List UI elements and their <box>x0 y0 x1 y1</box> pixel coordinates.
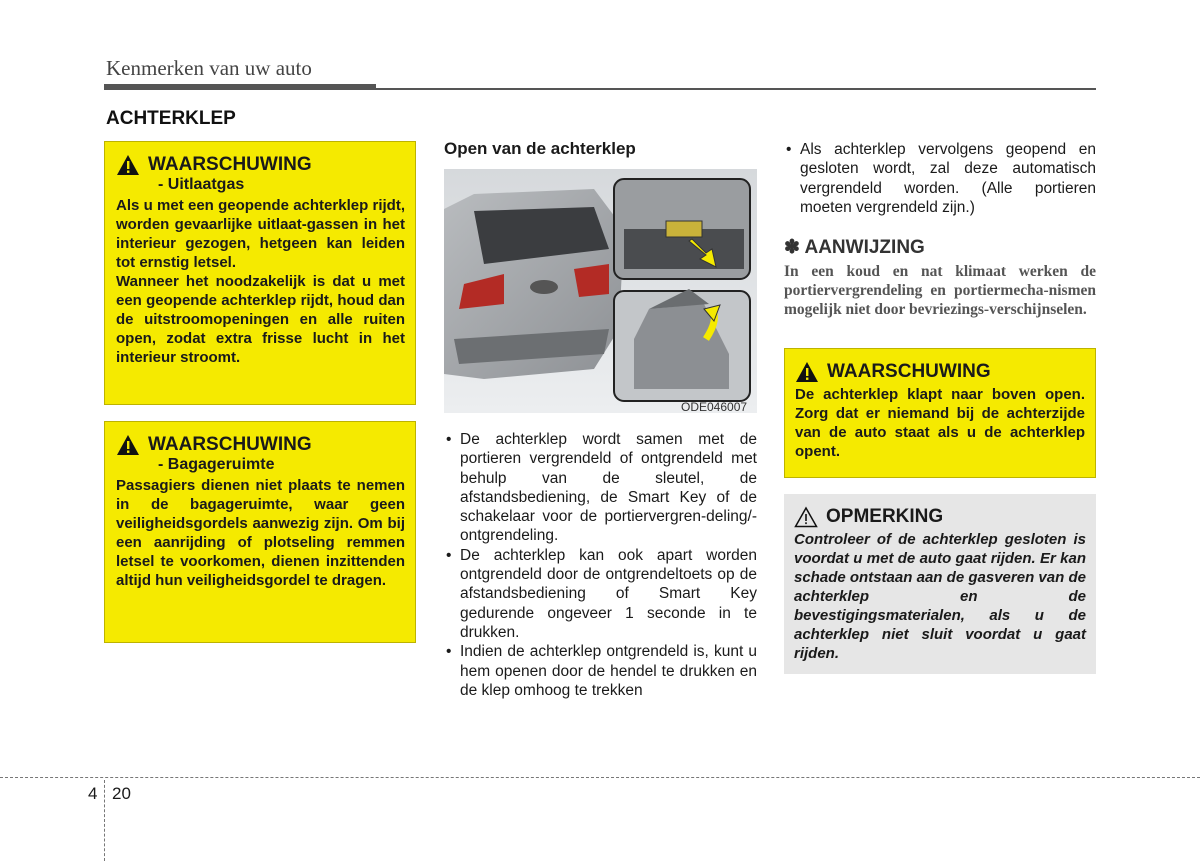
running-header: Kenmerken van uw auto <box>106 56 312 80</box>
warning-paragraph: Wanneer het noodzakelijk is dat u met een geopende achterklep rijdt, houd dan de uitstroomopeningen en alle ruiten open, zodat extra frisse lucht in het interieur stroomt. <box>116 273 405 366</box>
warning-box-exhaust <box>104 141 416 405</box>
caution-triangle-icon <box>794 506 818 528</box>
footer-divider <box>104 780 105 861</box>
warning-subtitle: - Uitlaatgas <box>158 176 245 193</box>
list-item: • Indien de achterklep ontgrendeld is, kunt u hem openen door de hendel te drukken en de klep omhoog te trekken <box>444 642 757 700</box>
page-number: 20 <box>112 784 131 803</box>
subsection-title: Open van de achterklep <box>444 139 636 158</box>
warning-triangle-icon <box>795 361 819 383</box>
warning-subtitle: - Bagageruimte <box>158 456 275 473</box>
warning-triangle-icon <box>116 434 140 456</box>
figure-code: ODE046007 <box>681 400 748 414</box>
footer-rule <box>0 777 1200 778</box>
remark-body: Controleer of de achterklep gesloten is voordat u met de auto gaat rijden. Er kan schade ontstaan aan de gasveren van de achterklep en de bevestigingsmaterialen, als u de achterklep niet sluit voordat u gaat rijden. <box>794 531 1086 662</box>
remark-title: OPMERKING <box>826 506 944 527</box>
chapter-number: 4 <box>88 784 98 803</box>
header-rule-dark <box>104 84 376 90</box>
header-rule <box>376 88 1096 90</box>
warning-paragraph: Passagiers dienen niet plaats te nemen in de bagageruimte, waar geen veiligheidsgordels aanwezig zijn. Om bij een aanrijding of plotseling remmen letsel te voorkomen, dienen inzittenden altijd hun veiligheidsgordel te dragen. <box>116 477 405 589</box>
warning-triangle-icon <box>116 154 140 176</box>
list-item: • De achterklep kan ook apart worden ontgrendeld door de ontgrendeltoets op de afstandsbediening of Smart Key gedurende ongeveer 1 seconde in te drukken. <box>444 546 757 642</box>
warning-box-tailgate <box>784 348 1096 478</box>
warning-paragraph: De achterklep klapt naar boven open. Zorg dat er niemand bij de achterzijde van de auto staat als u de achterklep opent. <box>795 386 1085 460</box>
bullet-list <box>784 140 1096 217</box>
warning-title: WAARSCHUWING <box>827 361 991 382</box>
warning-title: WAARSCHUWING <box>148 154 312 175</box>
tailgate-illustration <box>444 169 757 413</box>
warning-title: WAARSCHUWING <box>148 434 312 455</box>
warning-box-cargo <box>104 421 416 643</box>
note-title: ✽ AANWIJZING <box>784 237 925 258</box>
section-title: ACHTERKLEP <box>106 108 236 129</box>
list-item: • Als achterklep vervolgens geopend en gesloten wordt, zal deze automatisch vergrendeld worden. (Alle portieren moeten vergrendeld zijn.) <box>784 140 1096 217</box>
bullet-list <box>444 430 757 700</box>
note-body: In een koud en nat klimaat werken de portiervergrendeling en portiermecha-nismen mogelijk niet door bevriezings-verschijnselen. <box>784 263 1096 318</box>
list-item: • De achterklep wordt samen met de portieren vergrendeld of ontgrendeld met behulp van de sleutel, de afstandsbediening, de Smart Key of de schakelaar voor de portiervergren-deling/-ontgrendeling. <box>444 430 757 546</box>
remark-box <box>784 494 1096 674</box>
warning-paragraph: Als u met een geopende achterklep rijdt, worden gevaarlijke uitlaat-gassen in het interieur gezogen, hetgeen kan leiden tot ernstig letsel. <box>116 197 405 271</box>
